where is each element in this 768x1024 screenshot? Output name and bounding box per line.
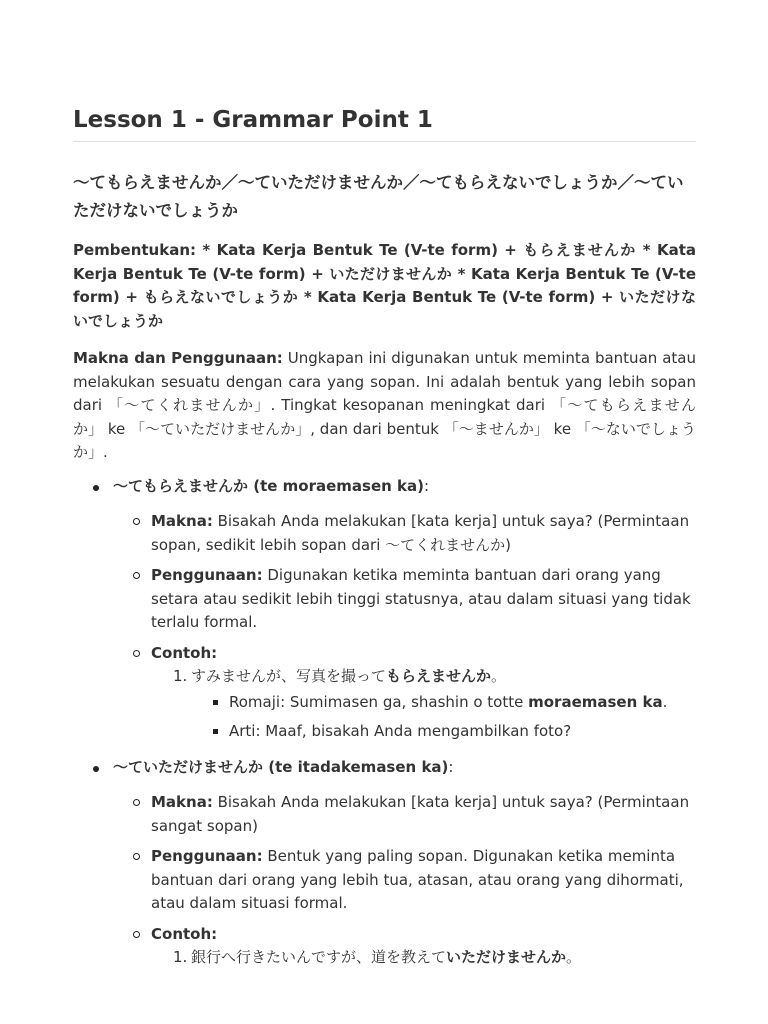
makna-label: Makna:: [151, 512, 213, 530]
makna-text: Bisakah Anda melakukan [kata kerja] untuk saya? (Permintaan sangat sopan): [151, 793, 690, 835]
example-item: [151, 665, 696, 744]
bullet-circle: [133, 799, 140, 806]
page-title: Lesson 1 - Grammar Point 1: [73, 104, 696, 142]
bullet-disc: [93, 766, 99, 772]
makna-item: [113, 510, 696, 557]
meaning-usage-paragraph: [73, 347, 696, 465]
meaning-usage-text: Ungkapan ini digunakan untuk meminta bantuan atau melakukan sesuatu dengan cara yang sopan. Ini adalah bentuk yang lebih sopan dari 「〜てくれませんか」. Tingkat kesopanan meningkat dari 「〜てもらえませんか」 ke 「〜ていただけませんか」, dan dari bentuk 「〜ませんか」 ke 「〜ないでしょうか」.: [73, 349, 696, 461]
penggunaan-item: [113, 564, 696, 635]
penggunaan-item: [113, 845, 696, 916]
example-detail-list: [191, 691, 696, 744]
item-heading-colon: :: [423, 476, 430, 495]
bullet-circle: [133, 853, 140, 860]
example-list: [151, 946, 696, 970]
contoh-label: Contoh:: [151, 643, 218, 662]
item-heading: [113, 475, 696, 499]
example-jp-bold: もらえませんか: [386, 667, 492, 685]
item-heading-text: 〜ていただけませんか (te itadakemasen ka): [113, 757, 449, 776]
bullet-square: [213, 729, 218, 734]
pattern-heading: 〜てもらえませんか／〜ていただけませんか／〜てもらえないでしょうか／〜ていただけないでしょうか: [73, 173, 684, 220]
formation-label: Pembentukan:: [73, 241, 197, 259]
example-jp: 銀行へ行きたいんですが、道を教えて: [191, 948, 447, 966]
makna-label: Makna:: [151, 793, 213, 811]
penggunaan-label: Penggunaan:: [151, 847, 263, 865]
penggunaan-text: Digunakan ketika meminta bantuan dari orang yang setara atau sedikit lebih tinggi statusnya, atau dalam situasi yang tidak terlalu formal.: [151, 566, 691, 631]
makna-text: Bisakah Anda melakukan [kata kerja] untuk saya? (Permintaan sopan, sedikit lebih sopan dari 〜てくれませんか): [151, 512, 690, 554]
example-number: 1.: [173, 667, 188, 685]
list-item: [73, 475, 696, 744]
sub-list: [113, 510, 696, 744]
romaji-end: .: [662, 692, 668, 711]
example-list: [151, 665, 696, 744]
list-item: [73, 756, 696, 970]
example-jp-bold: いただけませんか: [446, 948, 567, 966]
bullet-circle: [133, 931, 140, 938]
romaji-bold: moraemasen ka: [528, 692, 663, 711]
romaji-item: [191, 691, 696, 715]
item-heading-colon: :: [448, 757, 454, 776]
item-heading: [113, 756, 696, 780]
item-heading-text: 〜てもらえませんか (te moraemasen ka): [113, 476, 424, 495]
example-jp-end: 。: [491, 667, 507, 685]
penggunaan-text: Bentuk yang paling sopan. Digunakan ketika meminta bantuan dari orang yang lebih tua, atasan, atau orang yang dihormati, atau dalam situasi formal.: [151, 847, 684, 912]
arti-item: [191, 720, 696, 744]
makna-item: [113, 791, 696, 838]
pattern-list: [73, 475, 696, 970]
contoh-label: Contoh:: [151, 924, 218, 943]
example-number: 1.: [173, 948, 188, 966]
formation-text: * Kata Kerja Bentuk Te (V-te form) + もらえませんか * Kata Kerja Bentuk Te (V-te form) + いただけませんか * Kata Kerja Bentuk Te (V-te form) + もらえないでしょうか * Kata Kerja Bentuk Te (V-te form) + いただけないでしょうか: [73, 241, 696, 330]
bullet-circle: [133, 650, 140, 657]
bullet-square: [213, 700, 218, 705]
sub-list: [113, 791, 696, 970]
arti-text: Arti: Maaf, bisakah Anda mengambilkan foto?: [229, 722, 572, 740]
bullet-circle: [133, 518, 140, 525]
penggunaan-label: Penggunaan:: [151, 566, 263, 584]
formation-paragraph: [73, 239, 696, 333]
contoh-item: [113, 923, 696, 970]
example-jp-end: 。: [566, 948, 582, 966]
contoh-item: [113, 642, 696, 744]
bullet-disc: [93, 485, 99, 491]
romaji-text: Romaji: Sumimasen ga, shashin o totte: [229, 692, 529, 711]
example-jp: すみませんが、写真を撮って: [191, 667, 387, 685]
bullet-circle: [133, 572, 140, 579]
meaning-usage-label: Makna dan Penggunaan:: [73, 349, 283, 367]
example-item: [151, 946, 696, 970]
